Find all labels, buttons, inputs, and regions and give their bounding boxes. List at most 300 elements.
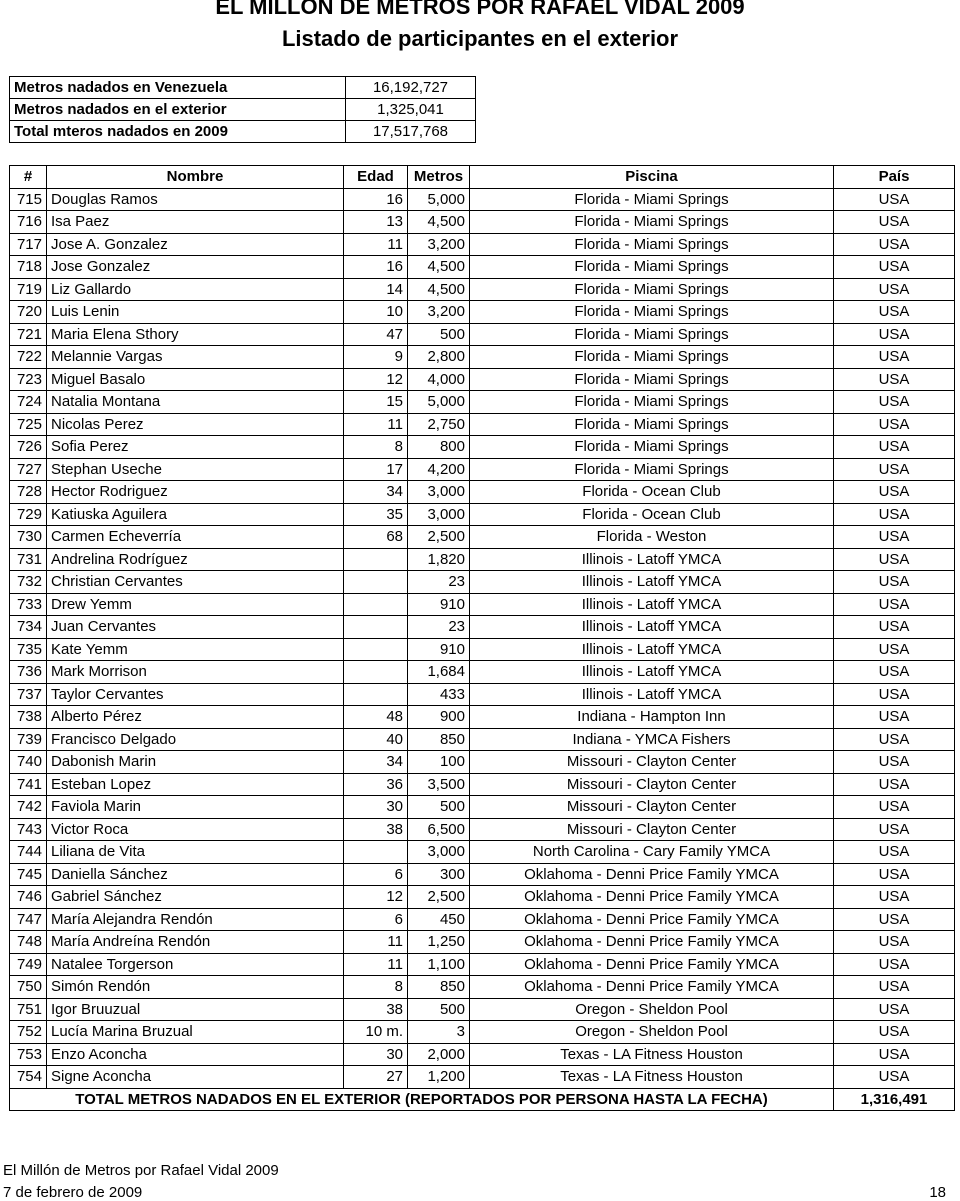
participant-age: 11 (344, 931, 408, 954)
column-header-meters: Metros (408, 166, 470, 189)
participant-meters: 500 (408, 796, 470, 819)
participant-country: USA (834, 796, 955, 819)
participant-country: USA (834, 278, 955, 301)
participant-age: 35 (344, 503, 408, 526)
participant-age: 30 (344, 1043, 408, 1066)
table-row (10, 323, 955, 346)
participant-number: 729 (10, 503, 47, 526)
participant-country: USA (834, 638, 955, 661)
participant-meters: 4,500 (408, 278, 470, 301)
participant-number: 743 (10, 818, 47, 841)
participant-pool: Illinois - Latoff YMCA (470, 661, 834, 684)
participant-meters: 800 (408, 436, 470, 459)
table-row (10, 751, 955, 774)
participant-pool: North Carolina - Cary Family YMCA (470, 841, 834, 864)
participant-pool: Illinois - Latoff YMCA (470, 616, 834, 639)
table-row (10, 233, 955, 256)
participant-number: 751 (10, 998, 47, 1021)
table-row (10, 256, 955, 279)
participant-age: 68 (344, 526, 408, 549)
participant-meters: 23 (408, 571, 470, 594)
participant-meters: 3,000 (408, 841, 470, 864)
table-row (10, 841, 955, 864)
participant-age: 10 m. (344, 1021, 408, 1044)
participant-name: Christian Cervantes (47, 571, 344, 594)
participant-name: Drew Yemm (47, 593, 344, 616)
participant-name: Hector Rodriguez (47, 481, 344, 504)
participant-country: USA (834, 256, 955, 279)
participant-name: Faviola Marin (47, 796, 344, 819)
participant-pool: Florida - Miami Springs (470, 278, 834, 301)
participants-table (9, 165, 955, 1111)
column-header-country: País (834, 166, 955, 189)
participant-country: USA (834, 841, 955, 864)
summary-row (10, 121, 476, 143)
participant-pool: Florida - Miami Springs (470, 233, 834, 256)
summary-row (10, 77, 476, 99)
participant-number: 715 (10, 188, 47, 211)
participant-name: Miguel Basalo (47, 368, 344, 391)
participant-meters: 2,800 (408, 346, 470, 369)
participant-number: 717 (10, 233, 47, 256)
participant-name: Lucía Marina Bruzual (47, 1021, 344, 1044)
participant-name: María Alejandra Rendón (47, 908, 344, 931)
participant-meters: 6,500 (408, 818, 470, 841)
participant-pool: Missouri - Clayton Center (470, 796, 834, 819)
participant-number: 733 (10, 593, 47, 616)
participant-pool: Florida - Miami Springs (470, 368, 834, 391)
participant-meters: 450 (408, 908, 470, 931)
participant-age: 48 (344, 706, 408, 729)
summary-table (9, 76, 476, 143)
participant-pool: Texas - LA Fitness Houston (470, 1043, 834, 1066)
document-title: EL MILLON DE METROS POR RAFAEL VIDAL 2009 (215, 0, 745, 19)
participant-number: 726 (10, 436, 47, 459)
participant-meters: 1,684 (408, 661, 470, 684)
participant-name: Signe Aconcha (47, 1066, 344, 1089)
participant-name: Maria Elena Sthory (47, 323, 344, 346)
participant-meters: 433 (408, 683, 470, 706)
participant-country: USA (834, 998, 955, 1021)
participant-number: 750 (10, 976, 47, 999)
participant-pool: Florida - Miami Springs (470, 301, 834, 324)
participant-number: 739 (10, 728, 47, 751)
participant-name: Isa Paez (47, 211, 344, 234)
participant-country: USA (834, 661, 955, 684)
participant-country: USA (834, 368, 955, 391)
table-row (10, 931, 955, 954)
participant-meters: 3,200 (408, 233, 470, 256)
participant-country: USA (834, 908, 955, 931)
participant-age: 34 (344, 751, 408, 774)
participant-age: 9 (344, 346, 408, 369)
participant-number: 747 (10, 908, 47, 931)
participant-number: 723 (10, 368, 47, 391)
table-row (10, 998, 955, 1021)
total-label: TOTAL METROS NADADOS EN EL EXTERIOR (REPORTADOS POR PERSONA HASTA LA FECHA) (10, 1088, 834, 1111)
participant-meters: 1,820 (408, 548, 470, 571)
participant-country: USA (834, 751, 955, 774)
table-row (10, 796, 955, 819)
footer-title: El Millón de Metros por Rafael Vidal 2009 (3, 1162, 279, 1179)
participant-age: 36 (344, 773, 408, 796)
participant-meters: 5,000 (408, 391, 470, 414)
participant-number: 745 (10, 863, 47, 886)
table-row (10, 1066, 955, 1089)
participant-age (344, 616, 408, 639)
participant-number: 735 (10, 638, 47, 661)
participant-number: 719 (10, 278, 47, 301)
participant-number: 746 (10, 886, 47, 909)
participant-age: 40 (344, 728, 408, 751)
participant-pool: Florida - Miami Springs (470, 346, 834, 369)
participant-age (344, 548, 408, 571)
page-number: 18 (929, 1184, 946, 1201)
participant-name: Igor Bruuzual (47, 998, 344, 1021)
table-row (10, 1043, 955, 1066)
table-row (10, 548, 955, 571)
participant-country: USA (834, 211, 955, 234)
table-row (10, 661, 955, 684)
participant-pool: Oklahoma - Denni Price Family YMCA (470, 976, 834, 999)
participant-meters: 500 (408, 323, 470, 346)
participant-number: 731 (10, 548, 47, 571)
participant-name: Victor Roca (47, 818, 344, 841)
participant-number: 753 (10, 1043, 47, 1066)
participant-name: Melannie Vargas (47, 346, 344, 369)
table-row (10, 436, 955, 459)
participant-name: Kate Yemm (47, 638, 344, 661)
participant-age: 10 (344, 301, 408, 324)
participant-pool: Oklahoma - Denni Price Family YMCA (470, 931, 834, 954)
participant-number: 732 (10, 571, 47, 594)
participant-pool: Oregon - Sheldon Pool (470, 1021, 834, 1044)
table-row (10, 728, 955, 751)
participant-meters: 910 (408, 593, 470, 616)
participant-name: Daniella Sánchez (47, 863, 344, 886)
table-row (10, 706, 955, 729)
participant-number: 740 (10, 751, 47, 774)
participant-age (344, 638, 408, 661)
participant-country: USA (834, 818, 955, 841)
participant-number: 728 (10, 481, 47, 504)
participant-number: 736 (10, 661, 47, 684)
participant-pool: Illinois - Latoff YMCA (470, 571, 834, 594)
participant-country: USA (834, 773, 955, 796)
participant-number: 742 (10, 796, 47, 819)
participant-country: USA (834, 413, 955, 436)
participant-name: Enzo Aconcha (47, 1043, 344, 1066)
participant-name: Nicolas Perez (47, 413, 344, 436)
participant-meters: 2,000 (408, 1043, 470, 1066)
participant-pool: Illinois - Latoff YMCA (470, 548, 834, 571)
participant-age: 47 (344, 323, 408, 346)
participant-name: Alberto Pérez (47, 706, 344, 729)
table-row (10, 886, 955, 909)
participant-age: 16 (344, 188, 408, 211)
table-row (10, 773, 955, 796)
participant-number: 722 (10, 346, 47, 369)
table-row (10, 571, 955, 594)
participant-name: Douglas Ramos (47, 188, 344, 211)
participant-age: 8 (344, 436, 408, 459)
participant-pool: Illinois - Latoff YMCA (470, 683, 834, 706)
participant-meters: 300 (408, 863, 470, 886)
participant-meters: 4,200 (408, 458, 470, 481)
participant-pool: Florida - Miami Springs (470, 458, 834, 481)
table-row (10, 211, 955, 234)
participant-name: Gabriel Sánchez (47, 886, 344, 909)
participant-number: 754 (10, 1066, 47, 1089)
participant-pool: Oklahoma - Denni Price Family YMCA (470, 863, 834, 886)
participant-meters: 3,500 (408, 773, 470, 796)
table-row (10, 346, 955, 369)
participant-age (344, 661, 408, 684)
participant-pool: Florida - Ocean Club (470, 481, 834, 504)
participant-name: Katiuska Aguilera (47, 503, 344, 526)
participant-number: 727 (10, 458, 47, 481)
participant-name: Mark Morrison (47, 661, 344, 684)
table-row (10, 413, 955, 436)
participant-meters: 3,000 (408, 481, 470, 504)
participant-number: 737 (10, 683, 47, 706)
summary-value: 16,192,727 (346, 77, 476, 99)
participant-age (344, 683, 408, 706)
participant-name: Natalee Torgerson (47, 953, 344, 976)
participant-name: Andrelina Rodríguez (47, 548, 344, 571)
participant-age: 38 (344, 998, 408, 1021)
participant-age: 12 (344, 368, 408, 391)
participant-country: USA (834, 458, 955, 481)
participant-name: Jose Gonzalez (47, 256, 344, 279)
table-row (10, 1021, 955, 1044)
summary-label: Metros nadados en Venezuela (10, 77, 346, 99)
participant-name: Dabonish Marin (47, 751, 344, 774)
participant-number: 752 (10, 1021, 47, 1044)
participant-age: 12 (344, 886, 408, 909)
participant-number: 744 (10, 841, 47, 864)
participant-pool: Florida - Miami Springs (470, 188, 834, 211)
participant-age: 11 (344, 233, 408, 256)
table-row (10, 481, 955, 504)
participant-name: Stephan Useche (47, 458, 344, 481)
participant-country: USA (834, 706, 955, 729)
participant-number: 724 (10, 391, 47, 414)
participant-pool: Florida - Miami Springs (470, 211, 834, 234)
participant-meters: 3,200 (408, 301, 470, 324)
table-row (10, 526, 955, 549)
participant-name: Sofia Perez (47, 436, 344, 459)
participant-name: Taylor Cervantes (47, 683, 344, 706)
participant-country: USA (834, 976, 955, 999)
participant-country: USA (834, 436, 955, 459)
participant-number: 721 (10, 323, 47, 346)
participant-meters: 500 (408, 998, 470, 1021)
summary-label: Metros nadados en el exterior (10, 99, 346, 121)
participant-pool: Oklahoma - Denni Price Family YMCA (470, 953, 834, 976)
participant-name: María Andreína Rendón (47, 931, 344, 954)
participant-country: USA (834, 323, 955, 346)
summary-value: 1,325,041 (346, 99, 476, 121)
participant-pool: Texas - LA Fitness Houston (470, 1066, 834, 1089)
participant-meters: 1,250 (408, 931, 470, 954)
participant-age: 16 (344, 256, 408, 279)
summary-row (10, 99, 476, 121)
participant-name: Liliana de Vita (47, 841, 344, 864)
participant-country: USA (834, 481, 955, 504)
participant-number: 749 (10, 953, 47, 976)
participant-name: Francisco Delgado (47, 728, 344, 751)
participant-name: Juan Cervantes (47, 616, 344, 639)
summary-label: Total mteros nadados en 2009 (10, 121, 346, 143)
participant-country: USA (834, 616, 955, 639)
participant-pool: Florida - Miami Springs (470, 323, 834, 346)
participant-meters: 2,500 (408, 886, 470, 909)
table-row (10, 368, 955, 391)
participant-pool: Indiana - Hampton Inn (470, 706, 834, 729)
participant-country: USA (834, 526, 955, 549)
participant-age (344, 593, 408, 616)
table-row (10, 683, 955, 706)
participant-pool: Florida - Miami Springs (470, 436, 834, 459)
participant-country: USA (834, 391, 955, 414)
participant-number: 730 (10, 526, 47, 549)
participant-pool: Oklahoma - Denni Price Family YMCA (470, 908, 834, 931)
participant-pool: Oklahoma - Denni Price Family YMCA (470, 886, 834, 909)
participant-country: USA (834, 571, 955, 594)
participant-country: USA (834, 503, 955, 526)
participant-country: USA (834, 548, 955, 571)
participant-number: 738 (10, 706, 47, 729)
total-value: 1,316,491 (834, 1088, 955, 1111)
participant-age (344, 571, 408, 594)
participant-meters: 910 (408, 638, 470, 661)
participant-age: 8 (344, 976, 408, 999)
document-subtitle: Listado de participantes en el exterior (281, 26, 679, 51)
column-header-age: Edad (344, 166, 408, 189)
table-row (10, 458, 955, 481)
participant-meters: 5,000 (408, 188, 470, 211)
table-row (10, 638, 955, 661)
participant-age: 15 (344, 391, 408, 414)
participant-pool: Indiana - YMCA Fishers (470, 728, 834, 751)
table-row (10, 616, 955, 639)
participant-age: 27 (344, 1066, 408, 1089)
total-row (10, 1088, 955, 1111)
participant-age: 6 (344, 863, 408, 886)
participant-meters: 4,500 (408, 211, 470, 234)
participant-country: USA (834, 233, 955, 256)
participant-age: 38 (344, 818, 408, 841)
participant-age: 11 (344, 413, 408, 436)
table-row (10, 278, 955, 301)
participant-pool: Oregon - Sheldon Pool (470, 998, 834, 1021)
participant-number: 748 (10, 931, 47, 954)
table-row (10, 953, 955, 976)
participant-meters: 1,200 (408, 1066, 470, 1089)
participant-meters: 2,500 (408, 526, 470, 549)
participant-age: 34 (344, 481, 408, 504)
participant-pool: Illinois - Latoff YMCA (470, 593, 834, 616)
participant-pool: Florida - Miami Springs (470, 256, 834, 279)
participant-country: USA (834, 1021, 955, 1044)
table-row (10, 503, 955, 526)
participant-meters: 4,500 (408, 256, 470, 279)
participant-number: 718 (10, 256, 47, 279)
participant-country: USA (834, 188, 955, 211)
summary-value: 17,517,768 (346, 121, 476, 143)
participant-meters: 3 (408, 1021, 470, 1044)
participant-country: USA (834, 953, 955, 976)
table-row (10, 818, 955, 841)
participant-country: USA (834, 728, 955, 751)
participant-number: 725 (10, 413, 47, 436)
participant-age: 17 (344, 458, 408, 481)
participant-age (344, 841, 408, 864)
participant-name: Luis Lenin (47, 301, 344, 324)
participant-pool: Florida - Ocean Club (470, 503, 834, 526)
participant-meters: 3,000 (408, 503, 470, 526)
participant-pool: Florida - Miami Springs (470, 391, 834, 414)
participant-meters: 850 (408, 728, 470, 751)
participant-number: 734 (10, 616, 47, 639)
participant-country: USA (834, 683, 955, 706)
participant-age: 13 (344, 211, 408, 234)
column-header-name: Nombre (47, 166, 344, 189)
participant-number: 716 (10, 211, 47, 234)
participant-meters: 900 (408, 706, 470, 729)
participant-meters: 23 (408, 616, 470, 639)
participant-country: USA (834, 346, 955, 369)
participant-meters: 100 (408, 751, 470, 774)
table-row (10, 593, 955, 616)
table-row (10, 301, 955, 324)
participant-pool: Missouri - Clayton Center (470, 773, 834, 796)
participant-age: 11 (344, 953, 408, 976)
participant-name: Simón Rendón (47, 976, 344, 999)
table-row (10, 188, 955, 211)
participant-age: 30 (344, 796, 408, 819)
participant-name: Carmen Echeverría (47, 526, 344, 549)
participant-pool: Florida - Miami Springs (470, 413, 834, 436)
participant-meters: 1,100 (408, 953, 470, 976)
participant-meters: 850 (408, 976, 470, 999)
participant-country: USA (834, 863, 955, 886)
participant-name: Jose A. Gonzalez (47, 233, 344, 256)
participant-age: 6 (344, 908, 408, 931)
participant-pool: Florida - Weston (470, 526, 834, 549)
table-header-row (10, 166, 955, 189)
table-row (10, 391, 955, 414)
participant-number: 720 (10, 301, 47, 324)
participant-country: USA (834, 886, 955, 909)
participant-meters: 2,750 (408, 413, 470, 436)
table-row (10, 863, 955, 886)
footer-date: 7 de febrero de 2009 (3, 1184, 143, 1201)
participant-pool: Missouri - Clayton Center (470, 751, 834, 774)
table-row (10, 976, 955, 999)
column-header-number: # (10, 166, 47, 189)
participant-name: Liz Gallardo (47, 278, 344, 301)
participant-country: USA (834, 931, 955, 954)
participant-meters: 4,000 (408, 368, 470, 391)
participant-number: 741 (10, 773, 47, 796)
participant-country: USA (834, 1043, 955, 1066)
participant-name: Natalia Montana (47, 391, 344, 414)
table-row (10, 908, 955, 931)
participant-country: USA (834, 593, 955, 616)
participant-country: USA (834, 301, 955, 324)
